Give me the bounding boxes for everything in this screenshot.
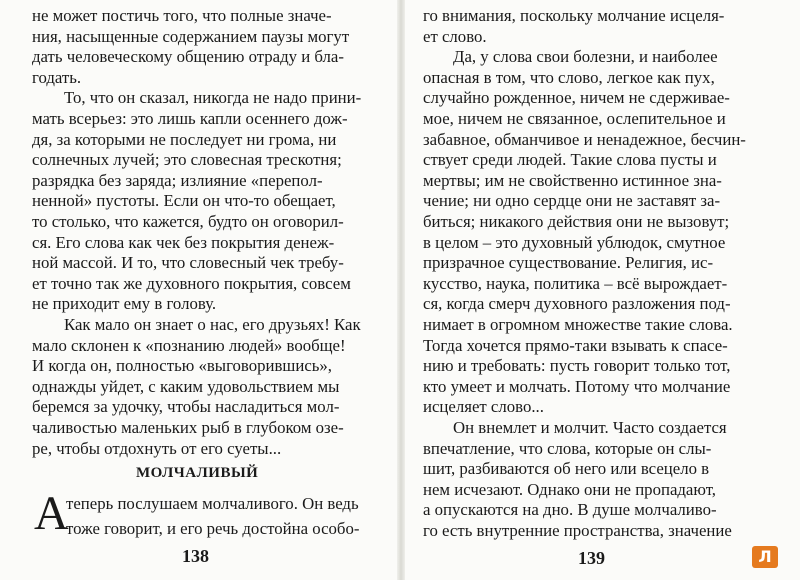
- chapter-heading: МОЛЧАЛИВЫЙ: [136, 465, 259, 481]
- text-line: разрядка без заряда; излияние «перепол-: [32, 170, 323, 190]
- text-line: а опускаются на дно. В душе молчаливо-: [423, 500, 717, 520]
- text-line: теперь послушаем молчаливого. Он ведь: [66, 494, 359, 513]
- text-line: впечатление, что слова, которые он слы-: [423, 438, 712, 458]
- text-line: мое, ничем не связанное, ослепительное и: [423, 109, 726, 128]
- publisher-logo: Л: [752, 546, 778, 568]
- text-line: не приходит ему в голову.: [32, 294, 217, 314]
- text-line: Да, у слова свои болезни, и наиболее: [453, 47, 718, 67]
- text-line: биться; никакого действия они не вызовут;: [423, 212, 730, 231]
- text-line: тоже говорит, и его речь достойна особо-: [66, 519, 360, 538]
- text-line: ния, насыщенные содержанием паузы могут: [32, 26, 350, 46]
- text-line: мертвы; им не свойственно истинное зна-: [423, 170, 722, 190]
- text-line: в целом – это духовный ублюдок, смутное: [423, 232, 726, 252]
- text-line: И когда он, полностью «выговорившись»,: [32, 356, 333, 376]
- text-line: ствует среди людей. Такие слова пусты и: [423, 150, 717, 170]
- text-line: ся. Его слова как чек без покрытия денеж-: [32, 232, 335, 252]
- text-line: ной массой. И то, что словесный чек требу-: [32, 253, 344, 273]
- text-line: Он внемлет и молчит. Часто создается: [453, 418, 727, 437]
- text-line: го есть внутренние пространства, значение: [423, 521, 732, 540]
- text-line: Тогда хочется прямо-таки взывать к спасе-: [423, 335, 728, 355]
- text-line: исцеляет слово...: [423, 397, 544, 417]
- text-line: Как мало он знает о нас, его друзьях! Как: [64, 315, 361, 334]
- text-line: не может постичь того, что полные значе-: [32, 6, 332, 25]
- text-line: ся, когда смерч духовного разложения под-: [423, 294, 731, 314]
- text-line: мать всерьез: это лишь капли осеннего дож-: [32, 109, 348, 128]
- page-number-right: 139: [578, 548, 605, 568]
- text-line: нимает в огромном множестве такие слова.: [423, 315, 733, 334]
- text-line: годать.: [32, 67, 82, 87]
- text-line: шит, разбиваются об него или всецело в: [423, 459, 710, 479]
- left-page: [0, 0, 397, 580]
- page-number-left: 138: [182, 546, 209, 566]
- text-line: ет слово.: [423, 26, 487, 46]
- text-line: чаливостью маленьких рыб в глубоком озе-: [32, 418, 344, 437]
- text-line: чение; ни одно сердце они не заставят за-: [423, 191, 721, 211]
- text-line: кусство, наука, политика – всё вырождает-: [423, 273, 728, 293]
- text-line: ре, чтобы отдохнуть от его суеты...: [32, 438, 282, 458]
- right-page: [405, 0, 800, 580]
- text-line: призрачное существование. Религия, ис-: [423, 253, 714, 273]
- text-line: То, что он сказал, никогда не надо прини-: [64, 88, 362, 108]
- text-line: однажды уйдет, с каким удовольствием мы: [32, 376, 340, 396]
- book-gutter: [397, 0, 405, 580]
- text-line: то столько, что кажется, будто он оговорил-: [32, 212, 344, 231]
- text-line: кто умеет и молчать. Потому что молчание: [423, 376, 731, 396]
- text-line: ненной» пустоты. Если он что-то обещает,: [32, 191, 336, 211]
- text-line: нем исчезают. Однако они не пропадают,: [423, 479, 716, 499]
- drop-cap: А: [34, 487, 69, 540]
- text-line: го внимания, поскольку молчание исцеля-: [423, 6, 725, 25]
- text-line: беремся за удочку, чтобы насладиться мол-: [32, 397, 340, 417]
- text-line: случайно рожденное, ничем не сдерживае-: [423, 88, 730, 108]
- text-line: нию и требовать: пусть говорит только тот,: [423, 356, 731, 376]
- text-line: забавное, обманчивое и ненадежное, бесчин-: [423, 129, 746, 149]
- text-line: дать человеческому общению отраду и бла-: [32, 47, 344, 67]
- text-line: дя, за которыми не последует ни грома, ни: [32, 129, 337, 149]
- text-line: ет точно так же духовного покрытия, совсем: [32, 273, 351, 293]
- text-line: солнечных лучей; это словесная трескотня;: [32, 150, 342, 170]
- text-line: опасная в том, что слово, легкое как пух,: [423, 67, 715, 87]
- text-line: мало склонен к «познанию людей» вообще!: [32, 335, 346, 355]
